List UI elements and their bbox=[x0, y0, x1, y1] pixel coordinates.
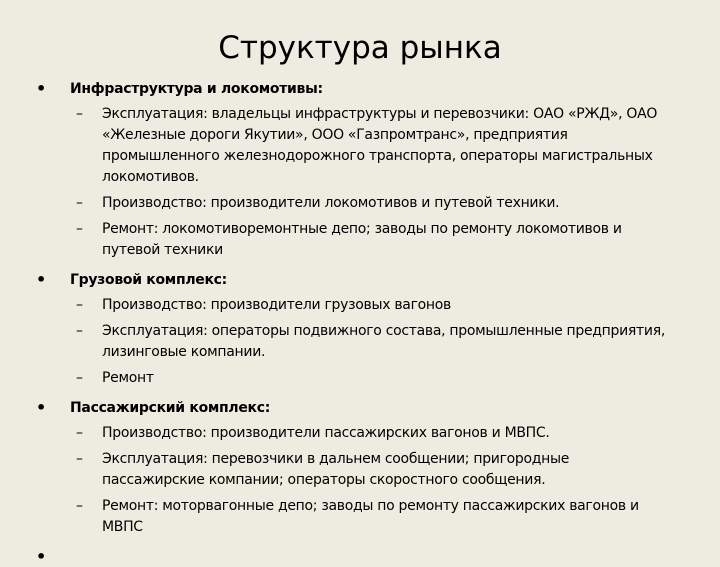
list-item-text: Эксплуатация: перевозчики в дальнем сообщении; пригородные пассажирские компании; операторы скоростного сообщения. bbox=[102, 451, 570, 488]
dash-icon: – bbox=[76, 195, 83, 211]
dash-icon: – bbox=[76, 451, 83, 467]
list-item bbox=[36, 295, 672, 316]
list-item bbox=[36, 496, 672, 538]
dash-icon: – bbox=[76, 370, 83, 386]
list-item bbox=[36, 219, 672, 261]
section-heading-text: Инфраструктура и локомотивы: bbox=[70, 81, 323, 97]
bullet-icon: • bbox=[36, 398, 46, 417]
dash-icon: – bbox=[76, 106, 83, 122]
bullet-icon: • bbox=[36, 270, 46, 289]
section-heading-infrastructure bbox=[36, 79, 696, 99]
list-item-text: Ремонт bbox=[102, 370, 154, 386]
slide-content bbox=[36, 79, 696, 566]
list-item bbox=[36, 368, 672, 389]
list-item-text: Эксплуатация: владельцы инфраструктуры и перевозчики: ОАО «РЖД», ОАО «Железные дороги Якутии», ООО «Газпромтранс», предприятия промышленного железнодорожного транспорта, операторы магистральных локомотивов. bbox=[102, 106, 658, 185]
slide-title: Структура рынка bbox=[218, 30, 502, 66]
section-heading-text: Грузовой комплекс: bbox=[70, 272, 227, 288]
section-heading-freight bbox=[36, 270, 696, 290]
list-item bbox=[36, 423, 672, 444]
list-item bbox=[36, 193, 672, 214]
list-item-text: Ремонт: моторвагонные депо; заводы по ремонту пассажирских вагонов и МВПС bbox=[102, 498, 639, 535]
dash-icon: – bbox=[76, 425, 83, 441]
list-item-text: Эксплуатация: операторы подвижного состава, промышленные предприятия, лизинговые компании. bbox=[102, 323, 665, 360]
section-heading-text: Пассажирский комплекс: bbox=[70, 400, 271, 416]
bullet-icon: • bbox=[36, 547, 46, 566]
dash-icon: – bbox=[76, 323, 83, 339]
list-item-text: Производство: производители локомотивов и путевой техники. bbox=[102, 195, 560, 211]
dash-icon: – bbox=[76, 498, 83, 514]
dash-icon: – bbox=[76, 221, 83, 237]
list-item-text: Производство: производители пассажирских вагонов и МВПС. bbox=[102, 425, 550, 441]
list-item-text: Производство: производители грузовых вагонов bbox=[102, 297, 451, 313]
list-item-text: Ремонт: локомотиворемонтные депо; заводы по ремонту локомотивов и путевой техники bbox=[102, 221, 622, 258]
dash-icon: – bbox=[76, 297, 83, 313]
list-item bbox=[36, 449, 672, 491]
bullet-icon: • bbox=[36, 79, 46, 98]
section-heading-passenger bbox=[36, 398, 696, 418]
list-item bbox=[36, 321, 672, 363]
list-item bbox=[36, 104, 672, 188]
